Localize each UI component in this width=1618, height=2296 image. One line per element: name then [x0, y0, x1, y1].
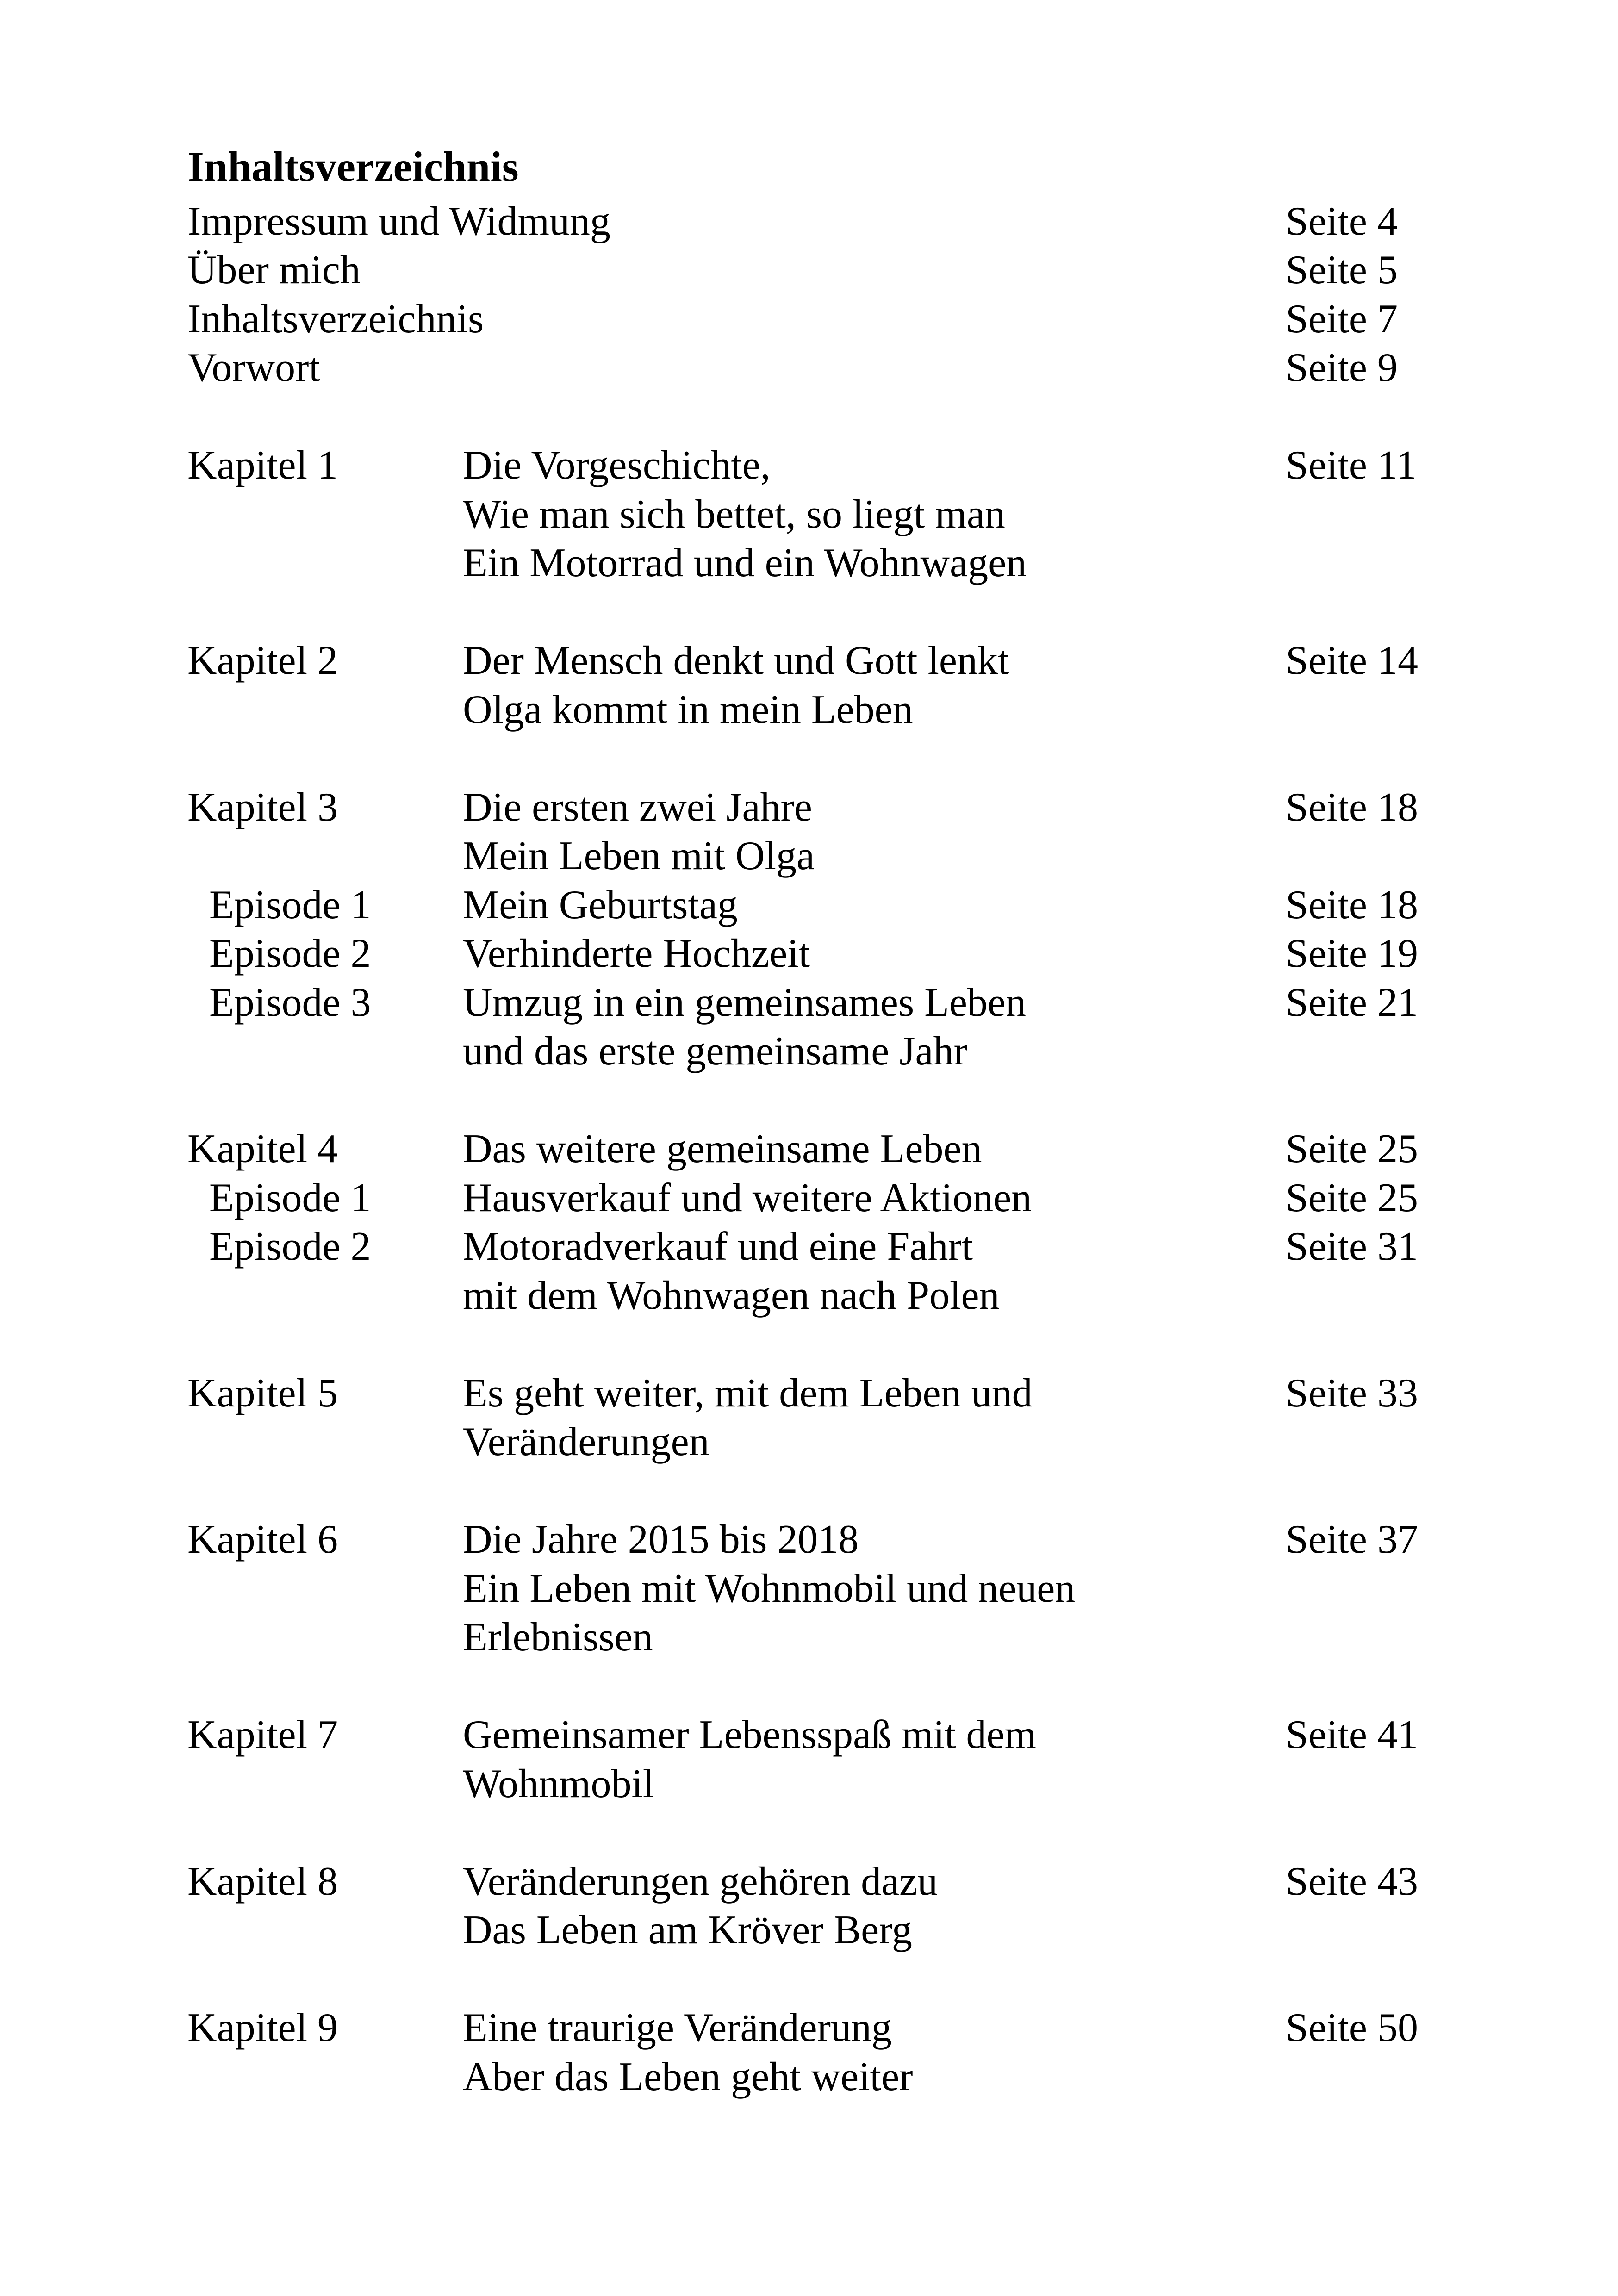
- chapter-label: Kapitel 5: [187, 1371, 338, 1416]
- chapter-title-line: Aber das Leben geht weiter: [463, 2054, 913, 2099]
- chapter-label: Kapitel 7: [187, 1712, 338, 1757]
- chapter-title-line: Gemeinsamer Lebensspaß mit dem: [463, 1712, 1036, 1757]
- episode-page: Seite 18: [1286, 883, 1418, 927]
- chapter-label: Kapitel 6: [187, 1517, 338, 1562]
- chapter-label: Kapitel 2: [187, 638, 338, 683]
- episode-title-line: Motoradverkauf und eine Fahrt: [463, 1224, 973, 1269]
- episode-label: Episode 2: [209, 1224, 371, 1269]
- episode-page: Seite 21: [1286, 980, 1418, 1025]
- chapter-label: Kapitel 9: [187, 2005, 338, 2050]
- chapter-title-line: Die Vorgeschichte,: [463, 443, 771, 488]
- episode-label: Episode 2: [209, 931, 371, 976]
- episode-title-line: mit dem Wohnwagen nach Polen: [463, 1273, 1000, 1318]
- chapter-title-line: Eine traurige Veränderung: [463, 2005, 892, 2050]
- episode-title-line: Verhinderte Hochzeit: [463, 931, 810, 976]
- episode-title-line: und das erste gemeinsame Jahr: [463, 1029, 967, 1074]
- chapter-page: Seite 41: [1286, 1712, 1418, 1757]
- episode-page: Seite 31: [1286, 1224, 1418, 1269]
- toc-entry-page: Seite 5: [1286, 248, 1398, 292]
- chapter-page: Seite 18: [1286, 785, 1418, 830]
- chapter-title-line: Veränderungen gehören dazu: [463, 1859, 938, 1904]
- chapter-page: Seite 50: [1286, 2005, 1418, 2050]
- chapter-title-line: Mein Leben mit Olga: [463, 834, 815, 878]
- chapter-label: Kapitel 8: [187, 1859, 338, 1904]
- chapter-label: Kapitel 3: [187, 785, 338, 830]
- chapter-title-line: Ein Leben mit Wohnmobil und neuen: [463, 1566, 1076, 1611]
- chapter-label: Kapitel 1: [187, 443, 338, 488]
- chapter-page: Seite 11: [1286, 443, 1417, 488]
- episode-title-line: Hausverkauf und weitere Aktionen: [463, 1176, 1032, 1220]
- episode-title-line: Umzug in ein gemeinsames Leben: [463, 980, 1026, 1025]
- toc-entry-label: Impressum und Widmung: [187, 199, 610, 244]
- chapter-title-line: Wie man sich bettet, so liegt man: [463, 492, 1005, 537]
- chapter-page: Seite 33: [1286, 1371, 1418, 1416]
- toc-entry-label: Über mich: [187, 248, 361, 292]
- page-title: Inhaltsverzeichnis: [187, 143, 519, 190]
- episode-page: Seite 25: [1286, 1176, 1418, 1220]
- chapter-title-line: Wohnmobil: [463, 1761, 654, 1806]
- chapter-title-line: Olga kommt in mein Leben: [463, 687, 913, 732]
- chapter-title-line: Die Jahre 2015 bis 2018: [463, 1517, 859, 1562]
- chapter-label: Kapitel 4: [187, 1126, 338, 1171]
- chapter-title-line: Erlebnissen: [463, 1615, 653, 1660]
- episode-label: Episode 3: [209, 980, 371, 1025]
- toc-entry-page: Seite 7: [1286, 297, 1398, 342]
- chapter-page: Seite 37: [1286, 1517, 1418, 1562]
- chapter-page: Seite 14: [1286, 638, 1418, 683]
- chapter-title-line: Es geht weiter, mit dem Leben und: [463, 1371, 1033, 1416]
- episode-page: Seite 19: [1286, 931, 1418, 976]
- chapter-title-line: Das weitere gemeinsame Leben: [463, 1126, 982, 1171]
- episode-label: Episode 1: [209, 1176, 371, 1220]
- toc-entry-page: Seite 4: [1286, 199, 1398, 244]
- chapter-title-line: Veränderungen: [463, 1419, 709, 1464]
- episode-title-line: Mein Geburtstag: [463, 883, 738, 927]
- toc-entry-label: Vorwort: [187, 345, 320, 390]
- chapter-page: Seite 25: [1286, 1126, 1418, 1171]
- episode-label: Episode 1: [209, 883, 371, 927]
- chapter-title-line: Der Mensch denkt und Gott lenkt: [463, 638, 1009, 683]
- toc-entry-label: Inhaltsverzeichnis: [187, 297, 484, 342]
- toc-entry-page: Seite 9: [1286, 345, 1398, 390]
- chapter-title-line: Die ersten zwei Jahre: [463, 785, 812, 830]
- chapter-page: Seite 43: [1286, 1859, 1418, 1904]
- chapter-title-line: Ein Motorrad und ein Wohnwagen: [463, 541, 1027, 585]
- chapter-title-line: Das Leben am Kröver Berg: [463, 1908, 912, 1953]
